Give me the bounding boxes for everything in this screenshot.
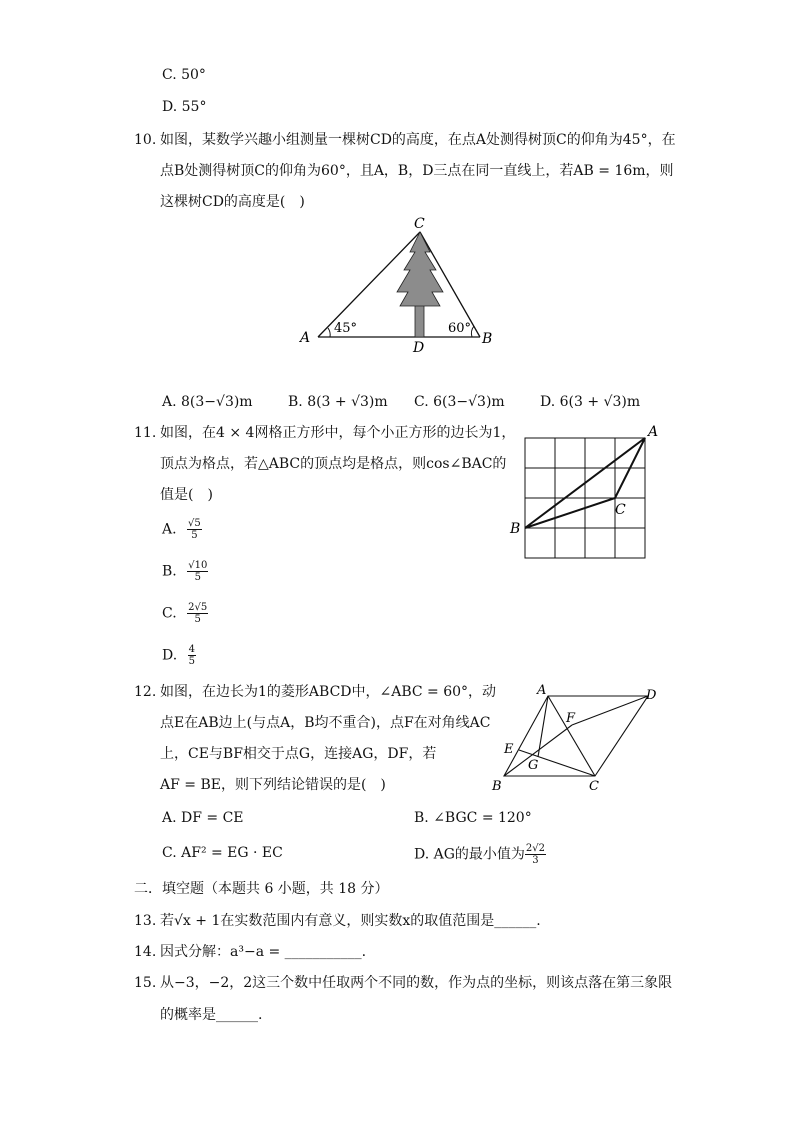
q13-text: 若√x + 1在实数范围内有意义，则实数x的取值范围是______. [160, 913, 541, 929]
q13-number: 13. [134, 913, 157, 929]
q11-label-a: A [648, 424, 659, 440]
q10-option-d: D. 6(3 + √3)m [540, 394, 641, 410]
q11-text-line-2: 顶点为格点，若△ABC的顶点均是格点，则cos∠BAC的 [160, 456, 507, 472]
q10-option-c: C. 6(3−√3)m [414, 394, 505, 410]
q11-number: 11. [134, 425, 157, 441]
q11-option-a: A. $\frac{√5}{5}$ [162, 518, 201, 541]
q10-angle-a: 45° [334, 321, 358, 336]
q10-angle-b: 60° [448, 321, 472, 336]
q12-text-line-4: AF = BE，则下列结论错误的是( ) [160, 777, 386, 793]
q12-label-g: G [528, 758, 539, 773]
q12-label-a: A [537, 683, 547, 698]
q12-text-line-1: 如图，在边长为1的菱形ABCD中，∠ABC = 60°，动 [160, 684, 497, 700]
q9-option-d: D. 55° [162, 99, 207, 115]
q10-text-line-3: 这棵树CD的高度是( ) [160, 194, 305, 210]
tree-crown [397, 232, 443, 306]
q9-option-c: C. 50° [162, 67, 206, 83]
q12-label-b: B [492, 779, 502, 794]
q12-option-c: C. AF² = EG · EC [162, 845, 283, 861]
q12-label-f: F [566, 711, 576, 726]
q12-label-d: D [646, 688, 657, 703]
q14-number: 14. [134, 944, 157, 960]
q10-tree-figure [290, 212, 510, 362]
q12-text-line-3: 上，CE与BF相交于点G，连接AG，DF，若 [160, 746, 437, 762]
q12-rhombus-figure [488, 680, 668, 795]
q11-option-d: D. $\frac{4}{5}$ [162, 644, 196, 667]
q12-option-a: A. DF = CE [162, 810, 244, 826]
q10-text-line-2: 点B处测得树顶C的仰角为60°，且A，B，D三点在同一直线上，若AB = 16m，则 [160, 163, 674, 179]
q12-text-line-2: 点E在AB边上(与点A，B均不重合)，点F在对角线AC [160, 715, 491, 731]
q12-number: 12. [134, 684, 157, 700]
q11-option-b: B. $\frac{√10}{5}$ [162, 560, 208, 583]
q10-label-c: C [414, 216, 425, 232]
q10-label-a: A [300, 330, 311, 346]
q12-label-c: C [589, 779, 599, 794]
q14-text: 因式分解：a³−a = ___________. [160, 944, 367, 960]
section-2-title: 二．填空题（本题共 6 小题，共 18 分） [134, 881, 389, 897]
q12-option-d: D. AG的最小值为 $\frac{2√2}{3}$ [414, 843, 546, 866]
q15-number: 15. [134, 975, 157, 991]
q10-label-d: D [413, 340, 425, 356]
q10-label-b: B [482, 331, 493, 347]
q10-number: 10. [134, 132, 157, 148]
tree-trunk [415, 304, 424, 337]
q15-text-line-2: 的概率是______. [160, 1007, 263, 1023]
q11-label-b: B [510, 521, 521, 537]
q12-label-e: E [504, 742, 514, 757]
q11-text-line-1: 如图，在4 × 4网格正方形中，每个小正方形的边长为1， [160, 425, 516, 441]
q11-option-c: C. $\frac{2√5}{5}$ [162, 602, 208, 625]
q11-label-c: C [615, 502, 626, 518]
q11-text-line-3: 值是( ) [160, 487, 213, 503]
q15-text-line-1: 从−3，−2，2这三个数中任取两个不同的数，作为点的坐标，则该点落在第三象限 [160, 975, 673, 991]
q12-option-b: B. ∠BGC = 120° [414, 810, 532, 826]
q10-text-line-1: 如图，某数学兴趣小组测量一棵树CD的高度，在点A处测得树顶C的仰角为45°，在 [160, 132, 676, 148]
q10-option-a: A. 8(3−√3)m [162, 394, 253, 410]
q11-grid-figure [505, 422, 665, 562]
q10-option-b: B. 8(3 + √3)m [288, 394, 388, 410]
